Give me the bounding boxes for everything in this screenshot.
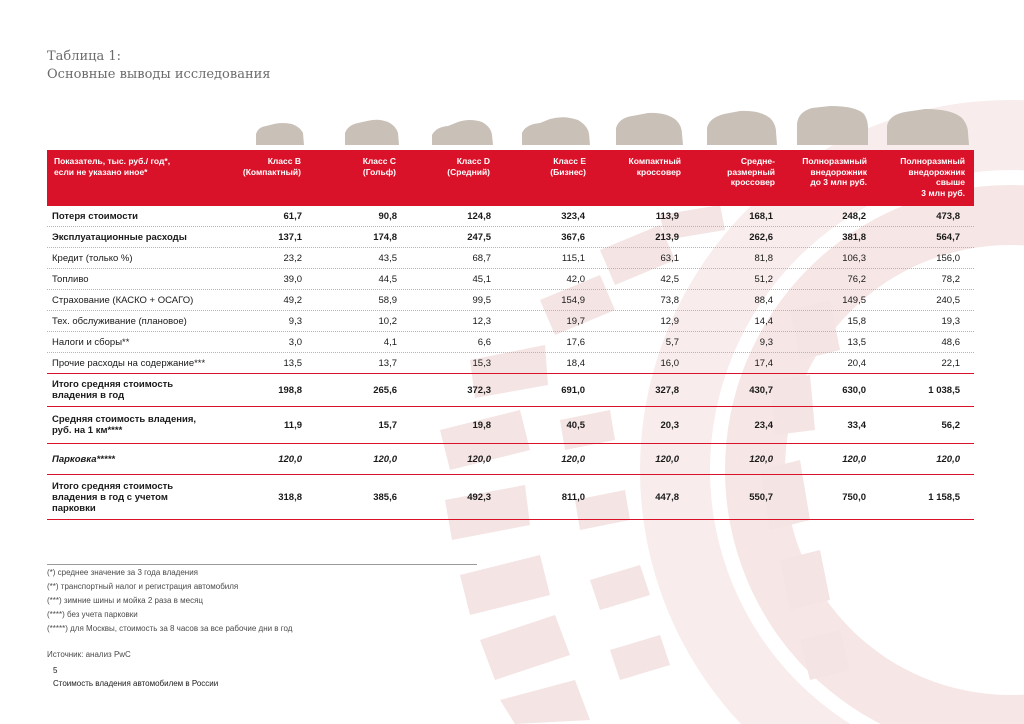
cell-value: 16,0 xyxy=(660,358,679,369)
cell-value: 23,2 xyxy=(283,253,302,264)
cell-value: 168,1 xyxy=(749,211,773,222)
midsize-crossover-icon xyxy=(707,111,777,145)
cell-value: 473,8 xyxy=(936,211,960,222)
cell-value: 156,0 xyxy=(936,253,960,264)
footnote: (*****) для Москвы, стоимость за 8 часов за все рабочие дни в год xyxy=(47,624,293,633)
cell-value: 120,0 xyxy=(467,454,491,465)
cell-value: 68,7 xyxy=(472,253,491,264)
column-header-class-c: Класс C (Гольф) xyxy=(362,156,396,177)
column-header-class-b: Класс B (Компактный) xyxy=(242,156,301,177)
cell-value: 198,8 xyxy=(278,385,302,396)
cell-value: 154,9 xyxy=(561,295,585,306)
cell-value: 137,1 xyxy=(278,232,302,243)
cell-value: 385,6 xyxy=(373,492,397,503)
cell-value: 381,8 xyxy=(842,232,866,243)
cell-value: 262,6 xyxy=(749,232,773,243)
footnotes xyxy=(47,566,292,636)
cell-value: 33,4 xyxy=(847,420,866,431)
cell-value: 17,4 xyxy=(754,358,773,369)
cell-value: 99,5 xyxy=(472,295,491,306)
cell-value: 120,0 xyxy=(655,454,679,465)
row-label: Итого средняя стоимость владения в год с учетом парковки xyxy=(52,481,174,514)
cell-value: 15,7 xyxy=(378,420,397,431)
cell-value: 11,9 xyxy=(284,420,302,431)
cell-value: 12,3 xyxy=(472,316,491,327)
column-header-class-d: Класс D (Средний) xyxy=(447,156,490,177)
cell-value: 120,0 xyxy=(278,454,302,465)
car-class-e-icon xyxy=(522,117,590,145)
cell-value: 115,1 xyxy=(561,253,585,264)
cell-value: 13,7 xyxy=(378,358,397,369)
cell-value: 1 038,5 xyxy=(928,385,960,396)
cell-value: 120,0 xyxy=(561,454,585,465)
cell-value: 73,8 xyxy=(660,295,679,306)
cell-value: 23,4 xyxy=(754,420,773,431)
cell-value: 90,8 xyxy=(378,211,397,222)
cell-value: 1 158,5 xyxy=(928,492,960,503)
cell-value: 45,1 xyxy=(472,274,491,285)
column-header-midsize-crossover: Средне- размерный кроссовер xyxy=(727,156,775,187)
row-label: Прочие расходы на содержание*** xyxy=(52,358,206,369)
cell-value: 120,0 xyxy=(373,454,397,465)
table-row xyxy=(47,475,974,520)
cell-value: 78,2 xyxy=(941,274,960,285)
compact-crossover-icon xyxy=(616,113,683,145)
row-label: Эксплуатационные расходы xyxy=(52,232,187,243)
cell-value: 124,8 xyxy=(467,211,491,222)
cell-value: 19,7 xyxy=(566,316,585,327)
cell-value: 149,5 xyxy=(842,295,866,306)
cell-value: 20,3 xyxy=(660,420,679,431)
cell-value: 44,5 xyxy=(378,274,397,285)
row-label: Страхование (КАСКО + ОСАГО) xyxy=(52,295,194,306)
column-header-compact-crossover: Компактный кроссовер xyxy=(628,156,681,177)
footnote: (*) среднее значение за 3 года владения xyxy=(47,568,199,577)
cell-value: 18,4 xyxy=(566,358,585,369)
cell-value: 63,1 xyxy=(660,253,679,264)
table-row xyxy=(47,374,974,407)
cell-value: 120,0 xyxy=(842,454,866,465)
row-label: Налоги и сборы** xyxy=(52,337,130,348)
row-label: Средняя стоимость владения, руб. на 1 км**** xyxy=(52,414,196,436)
cell-value: 5,7 xyxy=(665,337,679,348)
column-header-class-e: Класс E (Бизнес) xyxy=(550,156,586,177)
table-row xyxy=(47,353,974,374)
cell-value: 265,6 xyxy=(373,385,397,396)
cell-value: 327,8 xyxy=(655,385,679,396)
car-class-c-icon xyxy=(345,120,399,145)
table-body xyxy=(47,206,974,520)
footnote-divider xyxy=(47,564,477,565)
car-class-b-icon xyxy=(256,123,304,145)
cell-value: 48,6 xyxy=(941,337,960,348)
cell-value: 630,0 xyxy=(842,385,866,396)
cell-value: 81,8 xyxy=(754,253,773,264)
cell-value: 564,7 xyxy=(936,232,960,243)
cell-value: 691,0 xyxy=(561,385,585,396)
cell-value: 14,4 xyxy=(754,316,773,327)
cell-value: 106,3 xyxy=(842,253,866,264)
cell-value: 367,6 xyxy=(561,232,585,243)
cell-value: 213,9 xyxy=(655,232,679,243)
cell-value: 174,8 xyxy=(373,232,397,243)
cell-value: 318,8 xyxy=(278,492,302,503)
column-header-suv-under-3m: Полноразмный внедорожник до 3 млн руб. xyxy=(802,156,867,187)
suv-over-3m-icon xyxy=(887,109,969,145)
cell-value: 56,2 xyxy=(941,420,960,431)
cell-value: 10,2 xyxy=(378,316,397,327)
cell-value: 43,5 xyxy=(378,253,397,264)
cell-value: 15,8 xyxy=(847,316,866,327)
cell-value: 12,9 xyxy=(660,316,679,327)
row-label: Парковка***** xyxy=(52,454,115,465)
source-note: Источник: анализ PwC xyxy=(47,650,131,659)
table-row xyxy=(47,311,974,332)
table-row xyxy=(47,269,974,290)
cell-value: 17,6 xyxy=(566,337,585,348)
cell-value: 372,3 xyxy=(467,385,491,396)
cell-value: 9,3 xyxy=(288,316,302,327)
cell-value: 42,0 xyxy=(566,274,585,285)
cell-value: 240,5 xyxy=(936,295,960,306)
document-title: Стоимость владения автомобилем в России xyxy=(53,679,219,688)
table-row xyxy=(47,248,974,269)
cell-value: 22,1 xyxy=(941,358,960,369)
row-label: Кредит (только %) xyxy=(52,253,133,264)
cell-value: 61,7 xyxy=(283,211,302,222)
cell-value: 750,0 xyxy=(842,492,866,503)
row-label: Потеря стоимости xyxy=(52,211,139,222)
cell-value: 9,3 xyxy=(759,337,773,348)
car-icons-row xyxy=(0,0,1024,150)
table-subtitle: Основные выводы исследования xyxy=(47,67,271,82)
cell-value: 76,2 xyxy=(847,274,866,285)
cell-value: 58,9 xyxy=(378,295,397,306)
footnote: (**) транспортный налог и регистрация автомобиля xyxy=(47,582,239,591)
cell-value: 247,5 xyxy=(467,232,491,243)
table-number: Таблица 1: xyxy=(47,49,122,64)
cell-value: 4,1 xyxy=(383,337,397,348)
suv-under-3m-icon xyxy=(797,106,868,145)
indicator-column-header: Показатель, тыс. руб./ год*, если не указано иное* xyxy=(54,156,171,177)
cell-value: 42,5 xyxy=(660,274,679,285)
row-label: Итого средняя стоимость владения в год xyxy=(52,379,174,401)
table-row xyxy=(47,227,974,248)
cell-value: 3,0 xyxy=(288,337,302,348)
cell-value: 49,2 xyxy=(283,295,302,306)
cell-value: 6,6 xyxy=(477,337,491,348)
cell-value: 13,5 xyxy=(847,337,866,348)
cell-value: 40,5 xyxy=(566,420,585,431)
cell-value: 550,7 xyxy=(749,492,773,503)
page-number: 5 xyxy=(53,666,58,675)
table-row xyxy=(47,206,974,227)
table-row xyxy=(47,407,974,444)
cell-value: 19,3 xyxy=(941,316,960,327)
footnote: (***) зимние шины и мойка 2 раза в месяц xyxy=(47,596,203,605)
cell-value: 13,5 xyxy=(283,358,302,369)
cell-value: 120,0 xyxy=(936,454,960,465)
cell-value: 88,4 xyxy=(754,295,773,306)
cell-value: 430,7 xyxy=(749,385,773,396)
row-label: Тех. обслуживание (плановое) xyxy=(52,316,187,327)
table-row xyxy=(47,444,974,475)
cell-value: 323,4 xyxy=(561,211,585,222)
cell-value: 20,4 xyxy=(847,358,866,369)
column-header-suv-over-3m: Полноразмный внедорожник свыше 3 млн руб. xyxy=(900,156,965,198)
cell-value: 15,3 xyxy=(472,358,491,369)
cell-value: 39,0 xyxy=(283,274,302,285)
cell-value: 811,0 xyxy=(561,492,585,503)
cell-value: 447,8 xyxy=(655,492,679,503)
cell-value: 113,9 xyxy=(655,211,679,222)
footnote: (****) без учета парковки xyxy=(47,610,138,619)
cell-value: 19,8 xyxy=(472,420,491,431)
table-row xyxy=(47,290,974,311)
row-label: Топливо xyxy=(52,274,89,285)
cell-value: 248,2 xyxy=(842,211,866,222)
table-row xyxy=(47,332,974,353)
table-header xyxy=(47,150,974,206)
car-class-d-icon xyxy=(432,120,493,145)
cell-value: 120,0 xyxy=(749,454,773,465)
cell-value: 492,3 xyxy=(467,492,491,503)
cell-value: 51,2 xyxy=(754,274,773,285)
